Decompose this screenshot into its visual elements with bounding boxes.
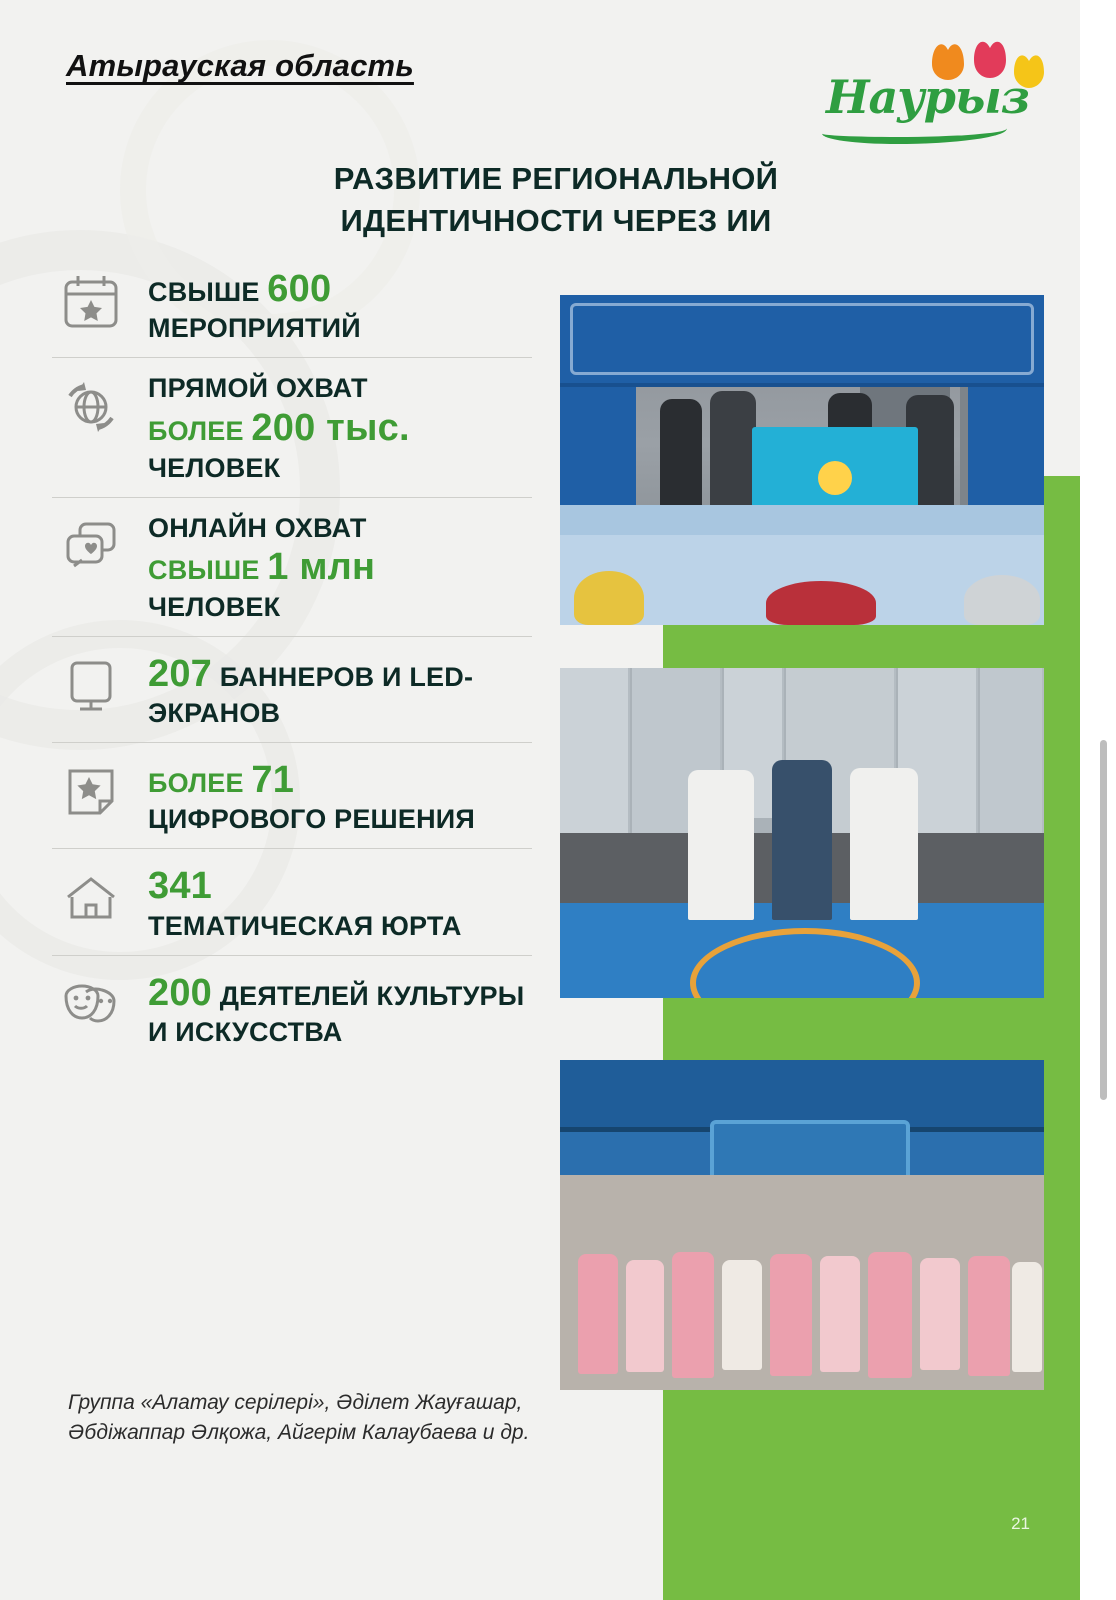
stat-item-banners <box>52 637 532 743</box>
section-heading <box>276 158 836 242</box>
stat-suffix: ДЕЯТЕЛЕЙ КУЛЬТУРЫ И ИСКУССТВА <box>148 980 525 1048</box>
chat-heart-icon <box>52 508 130 586</box>
stat-prefix: БОЛЕЕ <box>148 768 244 799</box>
photo-children-dance <box>560 1060 1044 1390</box>
stat-item-events <box>52 252 532 358</box>
logo-underline <box>822 118 1007 144</box>
stat-item-direct-reach <box>52 358 532 497</box>
stat-item-yurts <box>52 849 532 955</box>
heading-line-1: РАЗВИТИЕ РЕГИОНАЛЬНОЙ <box>333 161 779 196</box>
stat-value: 341 <box>148 865 213 908</box>
stat-line-1: ОНЛАЙН ОХВАТ <box>148 512 367 543</box>
scrollbar[interactable] <box>1100 740 1107 1100</box>
photo-wrestling <box>560 668 1044 998</box>
stat-prefix: СВЫШЕ <box>148 277 260 307</box>
stat-suffix: ЧЕЛОВЕК <box>148 452 281 483</box>
stat-suffix: ТЕМАТИЧЕСКАЯ ЮРТА <box>148 910 462 941</box>
stat-suffix: БАННЕРОВ И LED-ЭКРАНОВ <box>148 661 474 729</box>
heading-line-2: ИДЕНТИЧНОСТИ ЧЕРЕЗ ИИ <box>340 202 772 238</box>
stat-text <box>148 753 475 836</box>
stat-value: 71 <box>251 759 295 802</box>
stat-item-digital-solutions <box>52 743 532 849</box>
stat-prefix: СВЫШЕ <box>148 555 260 586</box>
theatre-masks-icon <box>52 966 130 1044</box>
stat-line-1: ПРЯМОЙ ОХВАТ <box>148 373 368 404</box>
stat-item-culture-figures <box>52 956 532 1061</box>
footnote: Группа «Алатау серілері», Әділет Жауғашар, Әбдіжаппар Әлқожа, Айгерім Калаубаева и др. <box>68 1391 530 1445</box>
stats-list <box>52 252 532 1061</box>
nauryz-logo <box>816 36 1046 146</box>
stat-text <box>148 859 462 942</box>
stat-text <box>148 262 361 345</box>
stat-text <box>148 368 410 484</box>
green-accent-band <box>663 476 1080 1600</box>
stat-value: 1 млн <box>267 546 376 589</box>
monitor-icon <box>52 647 130 725</box>
stat-item-online-reach <box>52 498 532 637</box>
stat-value: 600 <box>267 268 332 310</box>
stat-suffix: МЕРОПРИЯТИЙ <box>148 313 361 344</box>
stat-value: 207 <box>148 652 213 695</box>
stat-text <box>148 966 532 1049</box>
globe-refresh-icon <box>52 368 130 446</box>
stat-text <box>148 508 375 624</box>
badge-star-icon <box>52 753 130 831</box>
stat-text <box>148 647 532 730</box>
page-number: 21 <box>1011 1514 1030 1533</box>
stat-value: 200 <box>148 971 213 1014</box>
calendar-star-icon <box>52 262 130 340</box>
stat-value: 200 тыс. <box>251 407 410 450</box>
stat-suffix: ЧЕЛОВЕК <box>148 591 281 622</box>
logo-text: Наурыз <box>826 70 1030 124</box>
photo-stage-flag <box>560 295 1044 625</box>
stat-prefix: БОЛЕЕ <box>148 416 244 447</box>
yurt-icon <box>52 859 130 937</box>
stat-suffix: ЦИФРОВОГО РЕШЕНИЯ <box>148 804 475 835</box>
page-title: Атырауская область <box>66 48 414 83</box>
right-white-margin <box>1080 0 1116 1600</box>
